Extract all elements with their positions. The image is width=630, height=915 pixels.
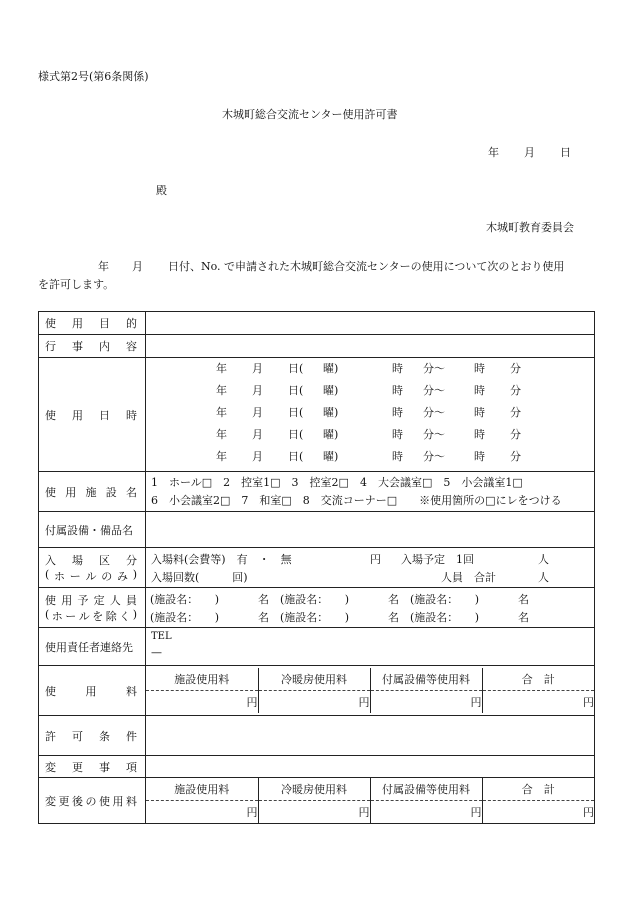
intro-body: 日付、No. で申請された木城町総合交流センターの使用について次のとおり使用 (168, 260, 565, 273)
datetime-lines (146, 358, 594, 468)
changed-fee-label-text: 変 更 後 の 使 用 料 (45, 794, 137, 808)
entry-person-2: 人 (538, 570, 549, 584)
row-fee (39, 666, 595, 716)
page-title: 木城町総合交流センター使用許可書 (222, 108, 398, 121)
datetime-month: 月 (252, 362, 263, 375)
datetime-day: 日( (288, 362, 304, 375)
datetime-month: 月 (252, 450, 263, 463)
contact-dash: — (151, 645, 162, 659)
datetime-minute-to: 分 (510, 406, 521, 419)
contact-label: 使用責任者連絡先 (39, 628, 146, 666)
intro-line2: を許可します。 (38, 278, 115, 291)
fee-equipment-yen[interactable]: 円 (370, 691, 482, 714)
datetime-label-text: 使 用 日 時 (45, 408, 137, 422)
datetime-day: 日( (288, 428, 304, 441)
row-conditions (39, 716, 595, 756)
datetime-minute-to: 分 (510, 384, 521, 397)
datetime-hour: 時 (392, 406, 403, 419)
datetime-day: 日( (288, 406, 304, 419)
datetime-weekday: 曜) (323, 384, 339, 397)
changed-fee-head-facility: 施設使用料 (146, 778, 258, 801)
changes-label-text: 変 更 事 項 (45, 760, 137, 774)
datetime-minute-from: 分〜 (423, 384, 445, 397)
purpose-label (39, 312, 146, 335)
datetime-hour2: 時 (474, 428, 485, 441)
facility-label (39, 472, 146, 512)
entry-person-1: 人 (538, 552, 549, 566)
fee-total-yen[interactable]: 円 (482, 691, 594, 714)
people-label-line2: ( ホ ー ル を 除 く ) (45, 607, 137, 623)
datetime-month: 月 (252, 406, 263, 419)
people-facility: (施設名： ) (150, 610, 220, 624)
row-entry (39, 548, 595, 588)
row-purpose (39, 312, 595, 335)
people-unit: 名 (258, 592, 269, 606)
facility-line-1: 1 ホール□ 2 控室1□ 3 控室2□ 4 大会議室□ 5 小会議室1□ (151, 475, 523, 489)
datetime-line[interactable] (146, 446, 594, 468)
datetime-minute-to: 分 (510, 450, 521, 463)
event-label (39, 335, 146, 358)
datetime-weekday: 曜) (323, 362, 339, 375)
people-value[interactable] (146, 588, 595, 628)
conditions-value[interactable] (146, 716, 595, 756)
row-equipment (39, 512, 595, 548)
changed-fee-label (39, 778, 146, 824)
entry-label (39, 548, 146, 588)
datetime-year: 年 (216, 362, 227, 375)
fee-head (146, 668, 594, 691)
permit-table (38, 311, 595, 824)
datetime-hour2: 時 (474, 450, 485, 463)
people-unit: 名 (388, 592, 399, 606)
changed-fee-aircon-yen[interactable]: 円 (258, 801, 370, 824)
people-unit: 名 (518, 592, 529, 606)
fee-aircon-yen[interactable]: 円 (258, 691, 370, 714)
fee-head-aircon: 冷暖房使用料 (258, 668, 370, 691)
datetime-month: 月 (252, 384, 263, 397)
entry-total: 人員 合計 (441, 570, 496, 584)
datetime-day: 日( (288, 450, 304, 463)
facility-line-2: 6 小会議室2□ 7 和室□ 8 交流コーナー□ ※使用箇所の□にレをつける (151, 493, 562, 507)
datetime-hour: 時 (392, 384, 403, 397)
contact-tel: TEL (151, 630, 172, 642)
entry-count: 入場回数( 回) (151, 570, 248, 584)
date-year: 年 (488, 146, 499, 159)
datetime-hour2: 時 (474, 406, 485, 419)
issuer: 木城町教育委員会 (486, 221, 574, 234)
fee-facility-yen[interactable]: 円 (246, 696, 258, 709)
fee-head-total: 合 計 (482, 668, 594, 691)
intro-year: 年 (98, 260, 109, 273)
intro-month: 月 (132, 260, 143, 273)
datetime-hour: 時 (392, 428, 403, 441)
datetime-day: 日( (288, 384, 304, 397)
contact-value[interactable] (146, 628, 595, 666)
facility-value[interactable] (146, 472, 595, 512)
people-unit: 名 (388, 610, 399, 624)
row-contact (39, 628, 595, 666)
datetime-weekday: 曜) (323, 428, 339, 441)
people-unit: 名 (258, 610, 269, 624)
event-value[interactable] (146, 335, 595, 358)
datetime-hour2: 時 (474, 362, 485, 375)
datetime-year: 年 (216, 450, 227, 463)
people-label-line1: 使 用 予 定 人 員 (45, 593, 137, 607)
conditions-label (39, 716, 146, 756)
datetime-minute-from: 分〜 (423, 362, 445, 375)
datetime-label (39, 358, 146, 472)
people-unit: 名 (518, 610, 529, 624)
fee-head-facility: 施設使用料 (146, 668, 258, 691)
fee-values (146, 691, 594, 714)
datetime-line[interactable] (146, 380, 594, 402)
changed-fee-facility-yen[interactable]: 円 (246, 806, 258, 819)
changes-label (39, 756, 146, 778)
datetime-minute-from: 分〜 (423, 450, 445, 463)
changed-fee-head-total: 合 計 (482, 778, 594, 801)
changed-fee-head (146, 778, 594, 801)
datetime-line[interactable] (146, 358, 594, 380)
fee-grid (146, 668, 594, 713)
facility-label-text: 使 用 施 設 名 (45, 485, 137, 499)
row-event (39, 335, 595, 358)
datetime-line[interactable] (146, 424, 594, 446)
equipment-value[interactable] (146, 512, 595, 548)
datetime-hour: 時 (392, 450, 403, 463)
datetime-minute-from: 分〜 (423, 428, 445, 441)
form-number: 様式第2号(第6条関係) (38, 70, 149, 83)
datetime-minute-from: 分〜 (423, 406, 445, 419)
entry-label-line1: 入 場 区 分 (45, 553, 137, 567)
datetime-minute-to: 分 (510, 362, 521, 375)
datetime-line[interactable] (146, 402, 594, 424)
date-month: 月 (524, 146, 535, 159)
datetime-value[interactable] (146, 358, 595, 472)
changed-fee-equipment-yen[interactable]: 円 (370, 801, 482, 824)
changed-fee-total-yen[interactable]: 円 (482, 801, 594, 824)
changed-fee-head-equipment: 付属設備等使用料 (370, 778, 482, 801)
datetime-month: 月 (252, 428, 263, 441)
datetime-weekday: 曜) (323, 406, 339, 419)
changes-value[interactable] (146, 756, 595, 778)
entry-label-line2: ( ホ ー ル の み ) (45, 567, 137, 583)
people-cell (146, 589, 594, 627)
event-label-text: 行 事 内 容 (45, 340, 137, 353)
entry-yen: 円 (370, 552, 381, 566)
fee-label (39, 666, 146, 716)
datetime-hour: 時 (392, 362, 403, 375)
people-facility: (施設名： ) (150, 592, 220, 606)
changed-fee-grid (146, 778, 594, 823)
entry-value[interactable] (146, 548, 595, 588)
row-people (39, 588, 595, 628)
datetime-year: 年 (216, 384, 227, 397)
people-label (39, 588, 146, 628)
entry-planned: 入場予定 1回 (401, 552, 474, 566)
purpose-value[interactable] (146, 312, 595, 335)
changed-fee-head-aircon: 冷暖房使用料 (258, 778, 370, 801)
fee-head-equipment: 付属設備等使用料 (370, 668, 482, 691)
datetime-hour2: 時 (474, 384, 485, 397)
row-changed-fee (39, 778, 595, 824)
date-day: 日 (560, 146, 571, 159)
purpose-label-text: 使 用 目 的 (45, 317, 137, 330)
row-facility (39, 472, 595, 512)
entry-fee: 入場料(会費等) 有 ・ 無 (151, 552, 292, 566)
changed-fee-values (146, 801, 594, 824)
row-changes (39, 756, 595, 778)
datetime-weekday: 曜) (323, 450, 339, 463)
datetime-minute-to: 分 (510, 428, 521, 441)
changed-fee-value (146, 778, 595, 824)
fee-label-text: 使 用 料 (45, 684, 137, 698)
datetime-year: 年 (216, 428, 227, 441)
row-datetime (39, 358, 595, 472)
fee-value (146, 666, 595, 716)
datetime-year: 年 (216, 406, 227, 419)
people-facility: (施設名： ) (280, 610, 350, 624)
people-facility: (施設名： ) (280, 592, 350, 606)
conditions-label-text: 許 可 条 件 (45, 729, 137, 743)
people-facility: (施設名： ) (410, 592, 480, 606)
equipment-label: 付属設備・備品名 (39, 512, 146, 548)
people-facility: (施設名： ) (410, 610, 480, 624)
addressee-suffix: 殿 (156, 184, 167, 197)
